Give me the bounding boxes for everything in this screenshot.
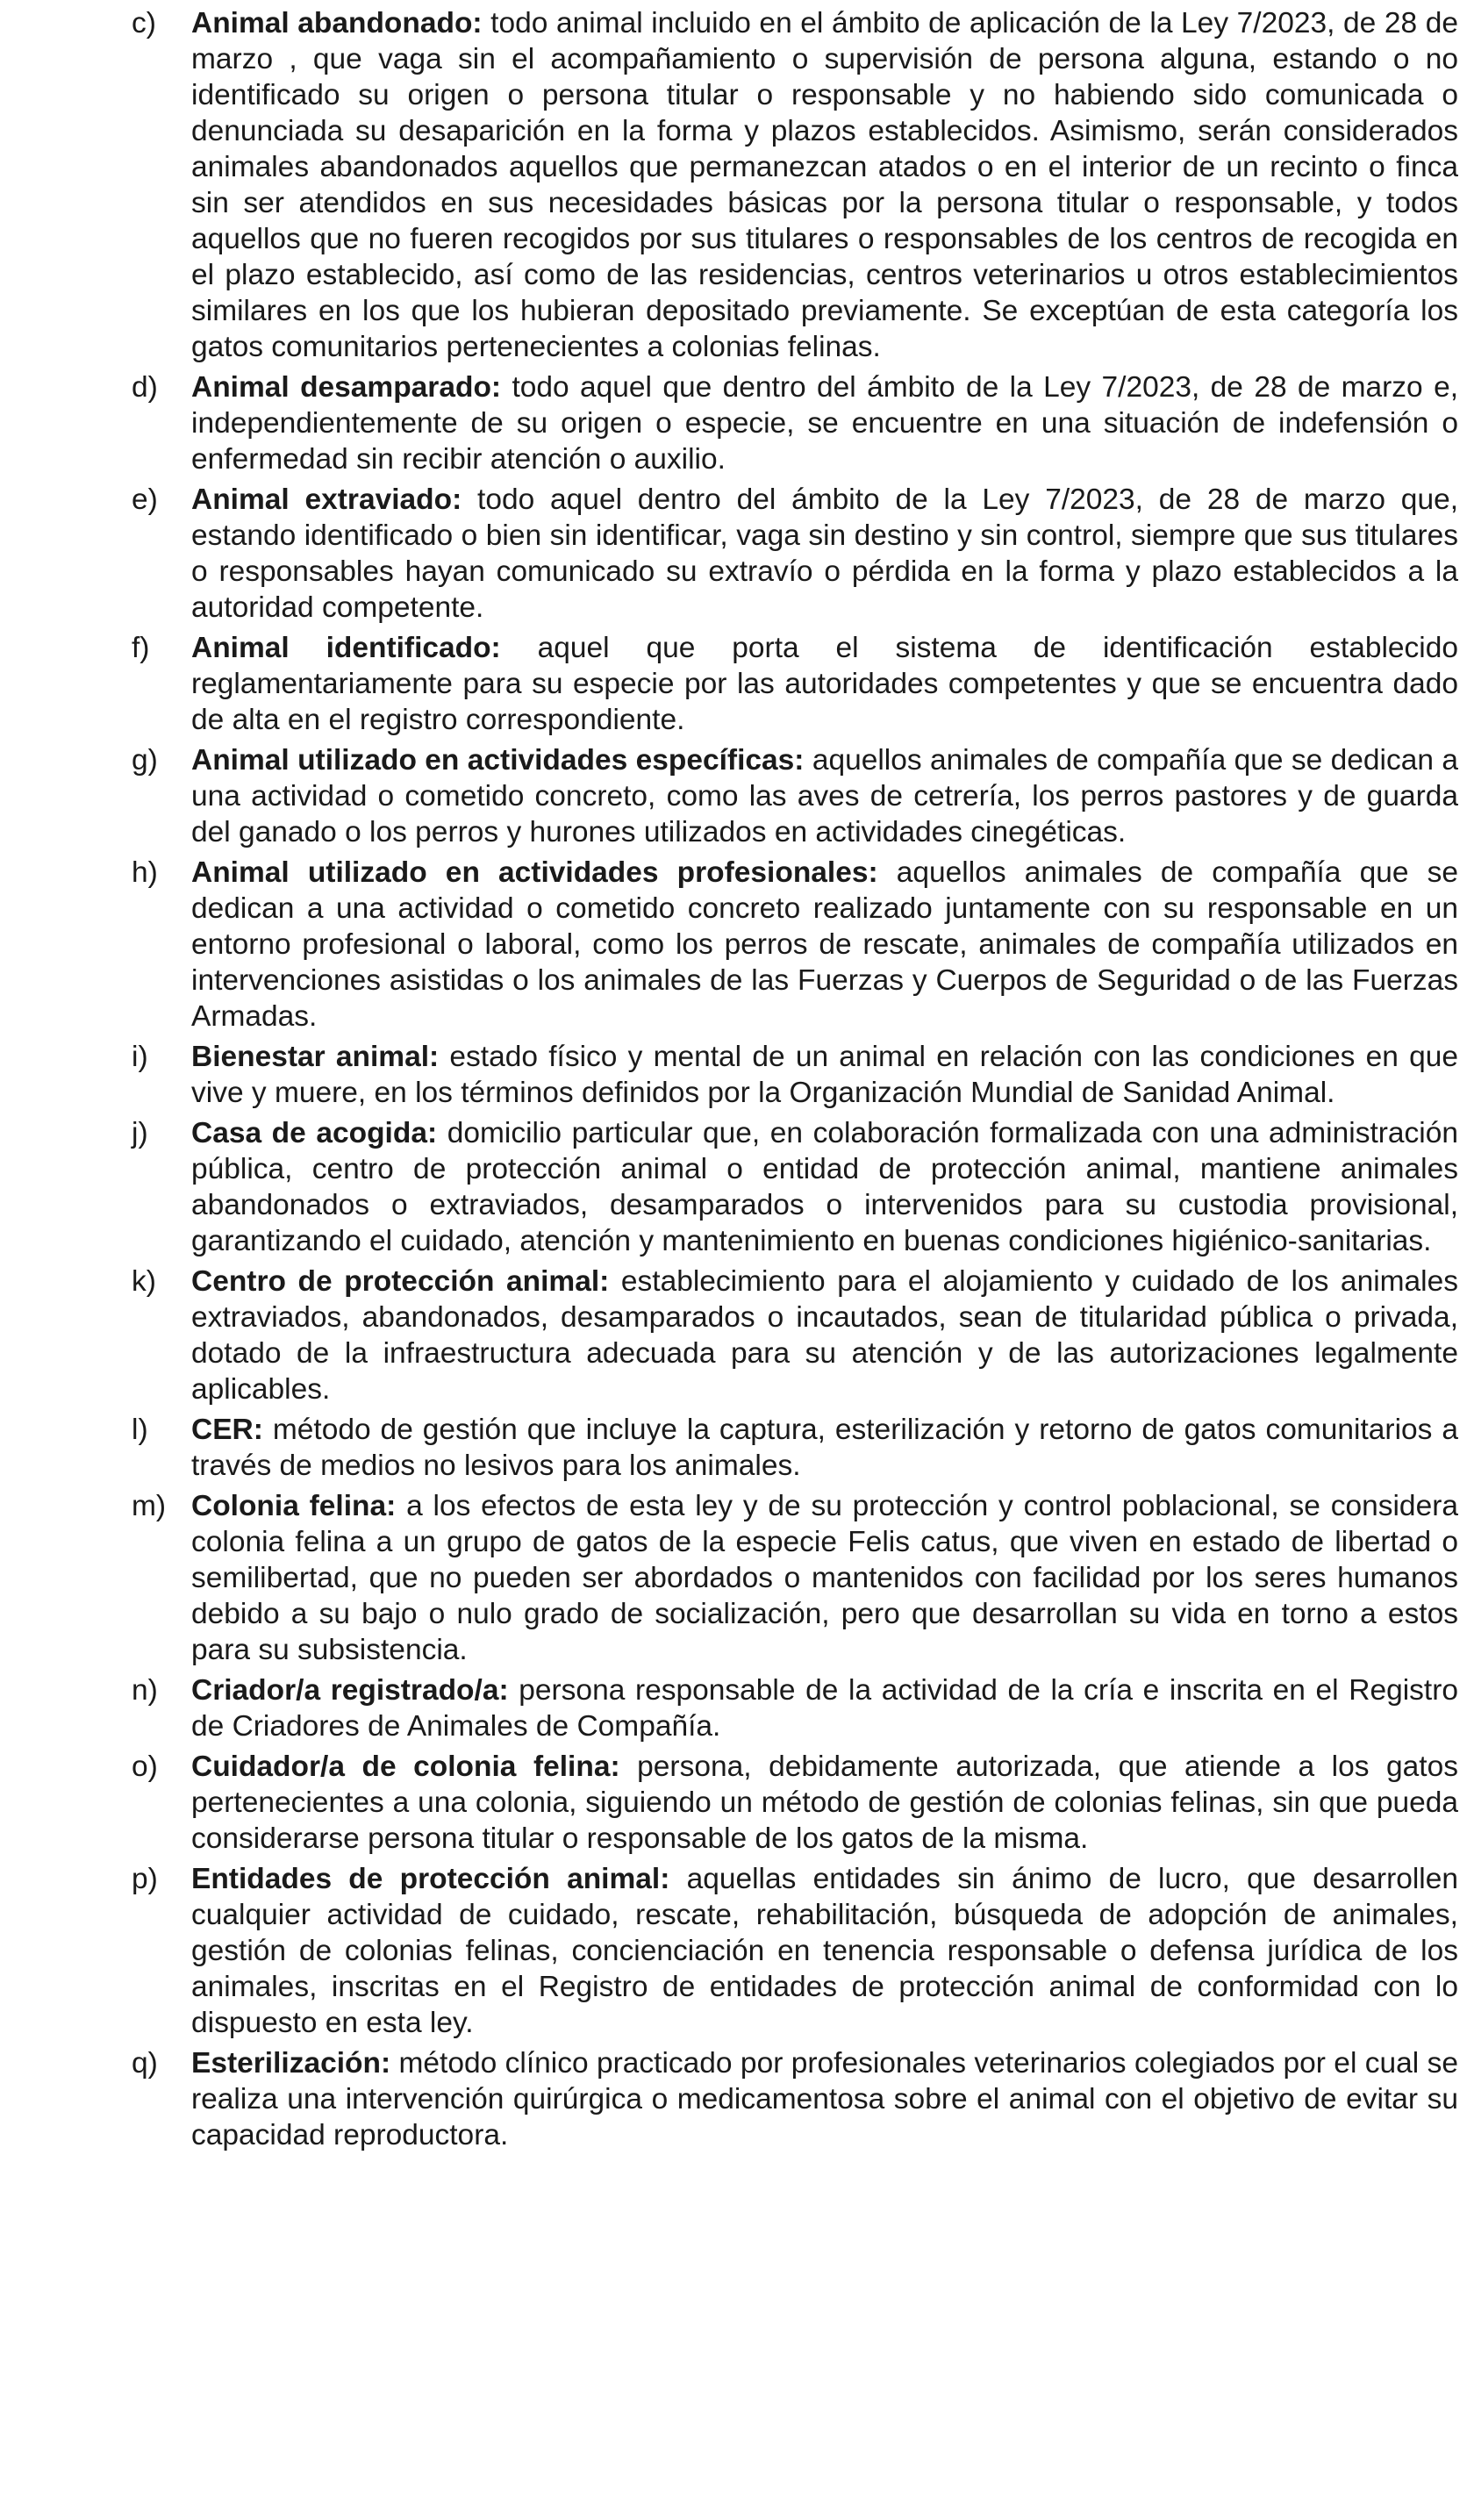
definition-term: Animal extraviado: — [191, 483, 462, 516]
definition-term: Cuidador/a de colonia felina: — [191, 1750, 620, 1783]
definition-text: método de gestión que incluye la captura, esterilización y retorno de gatos comunitarios a través de medios no lesivos para los animales. — [191, 1414, 1458, 1482]
definition-item-m — [132, 1488, 1458, 1668]
definition-body — [191, 369, 1458, 477]
definition-marker: l) — [132, 1414, 148, 1446]
definition-term: Animal utilizado en actividades específicas: — [191, 744, 805, 777]
definition-marker: k) — [132, 1265, 156, 1298]
definition-marker: d) — [132, 371, 158, 404]
definition-item-n — [132, 1672, 1458, 1744]
definition-text: aquel que porta el sistema de identificación establecido reglamentariamente para su especie por las autoridades competentes y que se encuentra dado de alta en el registro correspondiente. — [191, 632, 1458, 736]
definition-body — [191, 1861, 1458, 2041]
definition-text: método clínico practicado por profesionales veterinarios colegiados por el cual se realiza una intervención quirúrgica o medicamentosa sobre el animal con el objetivo de evitar su capacidad reproductora. — [191, 2047, 1458, 2151]
definition-item-f — [132, 630, 1458, 738]
definition-term: Animal utilizado en actividades profesionales: — [191, 856, 878, 889]
definition-term: Colonia felina: — [191, 1490, 397, 1522]
definition-term: Esterilización: — [191, 2047, 391, 2080]
definition-body — [191, 1412, 1458, 1484]
definition-item-q — [132, 2045, 1458, 2153]
definition-body — [191, 1749, 1458, 1857]
definition-term: Animal identificado: — [191, 632, 501, 664]
definition-term: Criador/a registrado/a: — [191, 1674, 509, 1707]
definition-marker: h) — [132, 856, 158, 889]
definition-marker: q) — [132, 2047, 158, 2080]
definition-marker: n) — [132, 1674, 158, 1707]
definition-term: Centro de protección animal: — [191, 1265, 610, 1298]
definition-text: a los efectos de esta ley y de su protección y control poblacional, se considera colonia felina a un grupo de gatos de la especie Felis catus, que viven en estado de libertad o semilibertad, que no pueden ser abordados o mantenidos con facilidad por los seres humanos debido a su bajo o nulo grado de socialización, pero que desarrollan su vida en torno a estos para su subsistencia. — [191, 1490, 1458, 1666]
definition-text: todo aquel que dentro del ámbito de la Ley 7/2023, de 28 de marzo e, independientemente de su origen o especie, se encuentre en una situación de indefensión o enfermedad sin recibir atención o auxilio. — [191, 371, 1459, 476]
definition-term: CER: — [191, 1414, 263, 1446]
definition-marker: m) — [132, 1490, 167, 1522]
definition-marker: o) — [132, 1750, 158, 1783]
definition-text: estado físico y mental de un animal en relación con las condiciones en que vive y muere, en los términos definidos por la Organización Mundial de Sanidad Animal. — [191, 1041, 1458, 1109]
definition-body — [191, 742, 1458, 850]
definitions-list — [132, 5, 1458, 2158]
definition-item-e — [132, 482, 1458, 626]
definition-text: establecimiento para el alojamiento y cuidado de los animales extraviados, abandonados, desamparados o incautados, sean de titularidad pública o privada, dotado de la infraestructura adecuada para su atención y de las autorizaciones legalmente aplicables. — [191, 1265, 1458, 1406]
definition-text: persona, debidamente autorizada, que atiende a los gatos pertenecientes a una colonia, siguiendo un método de gestión de colonias felinas, sin que pueda considerarse persona titular o responsable de los gatos de la misma. — [191, 1750, 1458, 1855]
definition-body — [191, 2045, 1458, 2153]
definition-item-d — [132, 369, 1458, 477]
definition-term: Entidades de protección animal: — [191, 1863, 670, 1895]
definition-marker: i) — [132, 1041, 148, 1073]
definition-term: Animal desamparado: — [191, 371, 502, 404]
definition-body — [191, 855, 1458, 1034]
definition-item-g — [132, 742, 1458, 850]
definition-term: Bienestar animal: — [191, 1041, 440, 1073]
definition-item-c — [132, 5, 1458, 365]
definition-marker: f) — [132, 632, 150, 664]
definition-term: Casa de acogida: — [191, 1117, 438, 1149]
definition-text: todo animal incluido en el ámbito de aplicación de la Ley 7/2023, de 28 de marzo , que vaga sin el acompañamiento o supervisión de persona alguna, estando o no identificado su origen o persona titular o responsable y no habiendo sido comunicada o denunciada su desaparición en la forma y plazos establecidos. Asimismo, serán considerados animales abandonados aquellos que permanezcan atados o en el interior de un recinto o finca sin ser atendidos en sus necesidades básicas por la persona titular o responsable, y todos aquellos que no fueren recogidos por sus titulares o responsables de los centros de recogida en el plazo establecido, así como de las residencias, centros veterinarios u otros establecimientos similares en los que los hubieran depositado previamente. Se exceptúan de esta categoría los gatos comunitarios pertenecientes a colonias felinas. — [191, 7, 1458, 363]
definition-text: todo aquel dentro del ámbito de la Ley 7/2023, de 28 de marzo que, estando identificado o bien sin identificar, vaga sin destino y sin control, siempre que sus titulares o responsables hayan comunicado su extravío o pérdida en la forma y plazo establecidos a la autoridad competente. — [191, 483, 1459, 624]
definition-marker: g) — [132, 744, 158, 777]
definition-body — [191, 630, 1458, 738]
definition-item-k — [132, 1264, 1458, 1407]
definition-body — [191, 5, 1458, 365]
definition-item-h — [132, 855, 1458, 1034]
definition-marker: j) — [132, 1117, 148, 1149]
definition-body — [191, 1672, 1458, 1744]
definition-marker: p) — [132, 1863, 158, 1895]
definition-item-p — [132, 1861, 1458, 2041]
definition-item-j — [132, 1115, 1458, 1259]
definition-text: aquellas entidades sin ánimo de lucro, que desarrollen cualquier actividad de cuidado, rescate, rehabilitación, búsqueda de adopción de animales, gestión de colonias felinas, concienciación en tenencia responsable o defensa jurídica de los animales, inscritas en el Registro de entidades de protección animal de conformidad con lo dispuesto en esta ley. — [191, 1863, 1459, 2039]
definition-body — [191, 482, 1458, 626]
definition-body — [191, 1115, 1458, 1259]
definition-body — [191, 1488, 1458, 1668]
definition-text: domicilio particular que, en colaboración formalizada con una administración pública, centro de protección animal o entidad de protección animal, mantiene animales abandonados o extraviados, desamparados o intervenidos para su custodia provisional, garantizando el cuidado, atención y mantenimiento en buenas condiciones higiénico-sanitarias. — [191, 1117, 1458, 1257]
definition-marker: c) — [132, 7, 156, 39]
definition-body — [191, 1039, 1458, 1111]
definition-item-o — [132, 1749, 1458, 1857]
definition-marker: e) — [132, 483, 158, 516]
definition-text: aquellos animales de compañía que se dedican a una actividad o cometido concreto realizado juntamente con su responsable en un entorno profesional o laboral, como los perros de rescate, animales de compañía utilizados en intervenciones asistidas o los animales de las Fuerzas y Cuerpos de Seguridad o de las Fuerzas Armadas. — [191, 856, 1458, 1033]
definition-term: Animal abandonado: — [191, 7, 483, 39]
definition-text: persona responsable de la actividad de la cría e inscrita en el Registro de Criadores de Animales de Compañía. — [191, 1674, 1458, 1743]
definition-item-i — [132, 1039, 1458, 1111]
definition-body — [191, 1264, 1458, 1407]
definition-item-l — [132, 1412, 1458, 1484]
definition-text: aquellos animales de compañía que se dedican a una actividad o cometido concreto, como las aves de cetrería, los perros pastores y de guarda del ganado o los perros y hurones utilizados en actividades cinegéticas. — [191, 744, 1458, 848]
